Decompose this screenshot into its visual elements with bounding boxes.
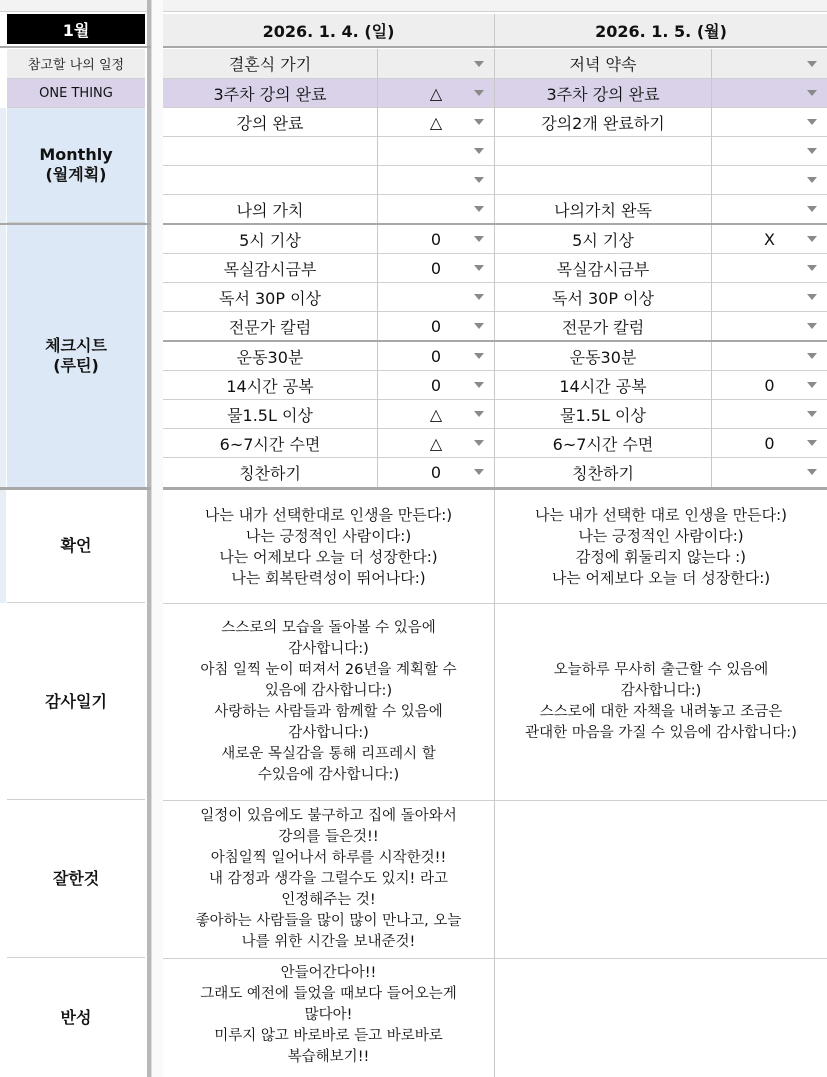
dropdown-arrow-icon[interactable]: [474, 411, 484, 417]
day1-check-item[interactable]: 14시간 공복: [162, 371, 377, 400]
day1-monthly-item[interactable]: 나의 가치: [162, 195, 377, 223]
dropdown-arrow-icon[interactable]: [474, 265, 484, 271]
day2-monthly-item[interactable]: 강의2개 완료하기: [494, 108, 711, 137]
dropdown-arrow-icon[interactable]: [474, 469, 484, 475]
dropdown-arrow-icon[interactable]: [474, 323, 484, 329]
label-monthly: Monthly (월계획): [7, 108, 145, 223]
dropdown-arrow-icon[interactable]: [807, 353, 817, 359]
day2-check-mark[interactable]: 0: [711, 429, 827, 458]
day2-check-item[interactable]: 목실감시금부: [494, 254, 711, 283]
month-label: 1월: [7, 14, 145, 44]
day1-check-item[interactable]: 목실감시금부: [162, 254, 377, 283]
day2-check-item[interactable]: 5시 기상: [494, 225, 711, 254]
label-well-done: 잘한것: [7, 801, 145, 958]
dropdown-arrow-icon[interactable]: [807, 236, 817, 242]
day1-check-item[interactable]: 운동30분: [162, 342, 377, 371]
day1-monthly-item[interactable]: [162, 166, 377, 195]
day2-well-done[interactable]: [494, 801, 827, 959]
header-divider: [0, 46, 827, 48]
day1-check-mark[interactable]: 0: [377, 458, 494, 487]
frozen-gap-column: [151, 0, 163, 1077]
day1-well-done[interactable]: 일정이 있음에도 불구하고 집에 돌아와서 강의를 들은것!! 아침일찍 일어나서 하루를 시작한것!! 내 감정과 생각을 그럴수도 있지! 라고 인정해주는 것! 좋아하는 사람들을 많이 많이 만나고, 오늘 나를 위한 시간을 보내준것!: [162, 801, 494, 959]
day1-one-thing-mark[interactable]: △: [377, 79, 494, 108]
day1-check-item[interactable]: 5시 기상: [162, 225, 377, 254]
day2-check-item[interactable]: 칭찬하기: [494, 458, 711, 487]
day2-check-item[interactable]: 6~7시간 수면: [494, 429, 711, 458]
top-strip: [0, 0, 827, 12]
dropdown-arrow-icon[interactable]: [474, 177, 484, 183]
day1-monthly-item[interactable]: 강의 완료: [162, 108, 377, 137]
day1-ref-cell[interactable]: 결혼식 가기: [162, 49, 377, 79]
day2-check-item[interactable]: 운동30분: [494, 342, 711, 371]
dropdown-arrow-icon[interactable]: [474, 294, 484, 300]
label-ref: 참고할 나의 일정: [7, 49, 145, 79]
day2-monthly-item[interactable]: 나의가치 완독: [494, 195, 711, 223]
day2-check-mark[interactable]: X: [711, 225, 827, 254]
dropdown-arrow-icon[interactable]: [807, 119, 817, 125]
day1-check-mark[interactable]: 0: [377, 254, 494, 283]
day1-check-item[interactable]: 6~7시간 수면: [162, 429, 377, 458]
day1-check-mark[interactable]: 0: [377, 342, 494, 371]
day2-check-item[interactable]: 물1.5L 이상: [494, 400, 711, 429]
day1-monthly-mark[interactable]: △: [377, 108, 494, 137]
day1-check-item[interactable]: 전문가 칼럼: [162, 312, 377, 340]
day1-check-item[interactable]: 독서 30P 이상: [162, 283, 377, 312]
day2-gratitude[interactable]: 오늘하루 무사히 출근할 수 있음에 감사합니다:) 스스로에 대한 자책을 내려놓고 조금은 관대한 마음을 가질 수 있음에 감사합니다:): [494, 604, 827, 801]
dropdown-arrow-icon[interactable]: [474, 353, 484, 359]
day1-reflection[interactable]: 안들어간다아!! 그래도 예전에 들었을 때보다 들어오는게 많다아! 미루지 않고 바로바로 듣고 바로바로 복습해보기!!: [162, 959, 494, 1077]
dropdown-arrow-icon[interactable]: [807, 177, 817, 183]
dropdown-arrow-icon[interactable]: [474, 148, 484, 154]
dropdown-arrow-icon[interactable]: [807, 61, 817, 67]
day2-check-item[interactable]: 전문가 칼럼: [494, 312, 711, 340]
day2-ref-cell[interactable]: 저녁 약속: [494, 49, 711, 79]
dropdown-arrow-icon[interactable]: [807, 382, 817, 388]
dropdown-arrow-icon[interactable]: [807, 90, 817, 96]
label-affirm: 확언: [7, 490, 145, 603]
dropdown-arrow-icon[interactable]: [474, 206, 484, 212]
dropdown-arrow-icon[interactable]: [474, 61, 484, 67]
day2-affirmation[interactable]: 나는 내가 선택한 대로 인생을 만든다:) 나는 긍정적인 사람이다:) 감정에 휘둘리지 않는다 :) 나는 어제보다 오늘 더 성장한다:): [494, 490, 827, 604]
dropdown-arrow-icon[interactable]: [807, 440, 817, 446]
dropdown-arrow-icon[interactable]: [807, 265, 817, 271]
day1-check-item[interactable]: 칭찬하기: [162, 458, 377, 487]
day2-monthly-item[interactable]: [494, 137, 711, 166]
dropdown-arrow-icon[interactable]: [807, 469, 817, 475]
dropdown-arrow-icon[interactable]: [807, 323, 817, 329]
row-margin: [0, 108, 6, 603]
label-reflection: 반성: [7, 959, 145, 1077]
dropdown-arrow-icon[interactable]: [807, 206, 817, 212]
day2-check-item[interactable]: 14시간 공복: [494, 371, 711, 400]
date-header-day1: 2026. 1. 4. (일): [162, 14, 494, 46]
dropdown-arrow-icon[interactable]: [474, 236, 484, 242]
dropdown-arrow-icon[interactable]: [807, 294, 817, 300]
date-header-day2: 2026. 1. 5. (월): [494, 14, 827, 46]
day1-gratitude[interactable]: 스스로의 모습을 돌아볼 수 있음에 감사합니다:) 아침 일찍 눈이 떠져서 26년을 계획할 수 있음에 감사합니다:) 사랑하는 사람들과 함께할 수 있음에 감사합니다:) 새로운 목실감을 통해 리프레시 할 수있음에 감사합니다:): [162, 604, 494, 801]
day2-reflection[interactable]: [494, 959, 827, 1077]
dropdown-arrow-icon[interactable]: [807, 148, 817, 154]
day2-monthly-item[interactable]: [494, 166, 711, 195]
dropdown-arrow-icon[interactable]: [807, 411, 817, 417]
label-one-thing: ONE THING: [7, 79, 145, 108]
day1-check-mark[interactable]: △: [377, 429, 494, 458]
day2-check-item[interactable]: 독서 30P 이상: [494, 283, 711, 312]
day1-check-mark[interactable]: 0: [377, 312, 494, 340]
dropdown-arrow-icon[interactable]: [474, 382, 484, 388]
day1-monthly-item[interactable]: [162, 137, 377, 166]
day1-one-thing[interactable]: 3주차 강의 완료: [162, 79, 377, 108]
label-checksheet: 체크시트 (루틴): [7, 225, 145, 487]
dropdown-arrow-icon[interactable]: [474, 440, 484, 446]
day1-affirmation[interactable]: 나는 내가 선택한대로 인생을 만든다:) 나는 긍정적인 사람이다:) 나는 어제보다 오늘 더 성장한다:) 나는 회복탄력성이 뛰어나다:): [162, 490, 494, 604]
day1-check-mark[interactable]: 0: [377, 225, 494, 254]
day1-check-mark[interactable]: 0: [377, 371, 494, 400]
dropdown-arrow-icon[interactable]: [474, 90, 484, 96]
label-gratitude: 감사일기: [7, 604, 145, 800]
day1-check-item[interactable]: 물1.5L 이상: [162, 400, 377, 429]
day1-check-mark[interactable]: △: [377, 400, 494, 429]
day2-check-mark[interactable]: 0: [711, 371, 827, 400]
dropdown-arrow-icon[interactable]: [474, 119, 484, 125]
day2-one-thing[interactable]: 3주차 강의 완료: [494, 79, 711, 108]
